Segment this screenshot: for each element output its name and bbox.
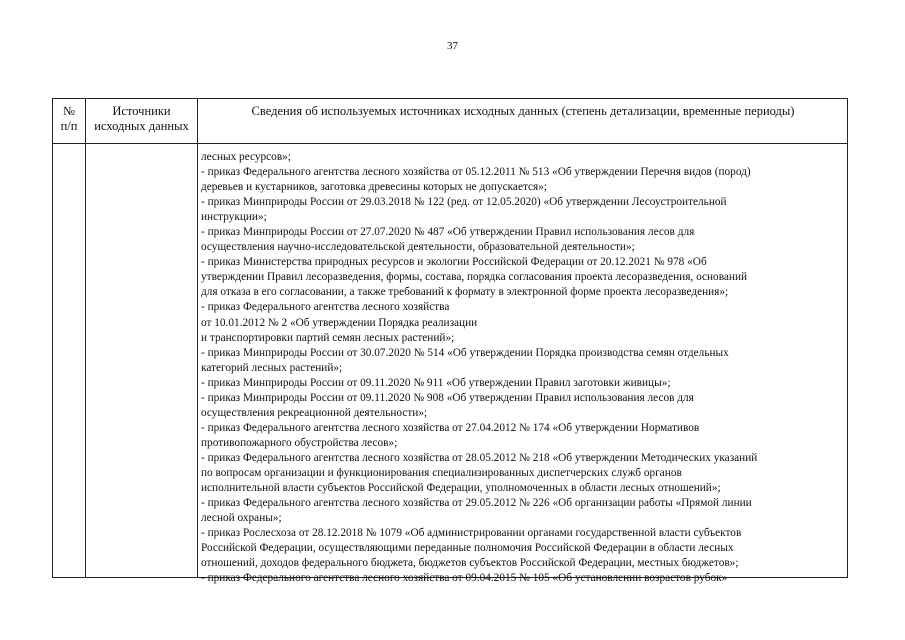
header-number-line-1: №	[63, 104, 75, 118]
header-divider	[53, 143, 847, 144]
content-line: - приказ Минприроды России от 29.03.2018 № 122 (ред. от 12.05.2020) «Об утверждении Лесоустроительной	[201, 196, 727, 209]
content-line: отношений, доходов федерального бюджета, бюджетов субъектов Российской Федерации, местных бюджетов»;	[201, 557, 739, 570]
page-number: 37	[447, 40, 458, 52]
content-line: - приказ Федерального агентства лесного хозяйства от 29.05.2012 № 226 «Об организации работы «Прямой линии	[201, 497, 752, 510]
content-line: от 10.01.2012 № 2 «Об утверждении Порядка реализации	[201, 316, 478, 329]
content-line: для отказа в его согласовании, а также требований к формату в электронной форме проекта лесоразведения»;	[201, 286, 729, 299]
header-sources-line-2: исходных данных	[94, 119, 189, 133]
content-line: осуществления научно-исследовательской деятельности, образовательной деятельности»;	[201, 241, 635, 254]
content-line: - приказ Федерального агентства лесного хозяйства от 09.04.2015 № 105 «Об установлении возрастов рубок»	[201, 572, 728, 585]
sources-table	[52, 98, 848, 585]
content-line: - приказ Федерального агентства лесного хозяйства от 28.05.2012 № 218 «Об утверждении Методических указаний	[201, 451, 758, 464]
content-line: осуществления рекреационной деятельности»;	[201, 406, 428, 419]
content-line: - приказ Федерального агентства лесного хозяйства от 05.12.2011 № 513 «Об утверждении Перечня видов (пород)	[201, 166, 751, 179]
header-sources	[86, 104, 197, 134]
content-line: и транспортировки партий семян лесных растений»;	[201, 331, 455, 344]
sources-content	[201, 150, 846, 586]
content-line: - приказ Федерального агентства лесного хозяйства	[201, 301, 450, 314]
content-line: по вопросам организации и функционирования специализированных диспетчерских служб органов	[201, 466, 682, 479]
content-line: категорий лесных растений»;	[201, 361, 343, 374]
content-line: утверждении Правил лесоразведения, формы, состава, порядка согласования проекта лесоразведения, оснований	[201, 271, 748, 284]
content-line: противопожарного обустройства лесов»;	[201, 436, 398, 449]
content-line: лесной охраны»;	[201, 512, 282, 525]
header-info: Сведения об используемых источниках исходных данных (степень детализации, временные периоды)	[251, 104, 795, 118]
header-number-line-2: п/п	[60, 119, 78, 133]
content-line: Российской Федерации, осуществляющими переданные полномочия Российской Федерации в области лесных	[201, 542, 734, 555]
content-line: - приказ Минприроды России от 09.11.2020 № 911 «Об утверждении Правил заготовки живицы»;	[201, 376, 671, 389]
header-sources-line-1: Источники	[112, 104, 171, 118]
content-line: исполнительной власти субъектов Российской Федерации, уполномоченных в области лесных отношений»;	[201, 482, 721, 495]
content-line: инструкции»;	[201, 211, 267, 224]
content-line: - приказ Федерального агентства лесного хозяйства от 27.04.2012 № 174 «Об утверждении Нормативов	[201, 421, 700, 434]
content-line: - приказ Минприроды России от 27.07.2020 № 487 «Об утверждении Правил использования лесов для	[201, 226, 695, 239]
content-line: - приказ Рослесхоза от 28.12.2018 № 1079 «Об администрировании органами государственной власти субъектов	[201, 527, 742, 540]
header-number	[53, 104, 85, 134]
content-line: лесных ресурсов»;	[201, 151, 291, 163]
content-line: - приказ Минприроды России от 09.11.2020 № 908 «Об утверждении Правил использования лесов для	[201, 391, 694, 404]
content-line: - приказ Минприроды России от 30.07.2020 № 514 «Об утверждении Порядка производства семян отдельных	[201, 346, 729, 359]
column-divider-1	[85, 99, 86, 577]
column-divider-2	[197, 99, 198, 577]
content-line: деревьев и кустарников, заготовка древесины которых не допускается»;	[201, 181, 548, 194]
content-line: - приказ Министерства природных ресурсов и экологии Российской Федерации от 20.12.2021 № 978 «Об	[201, 256, 707, 269]
